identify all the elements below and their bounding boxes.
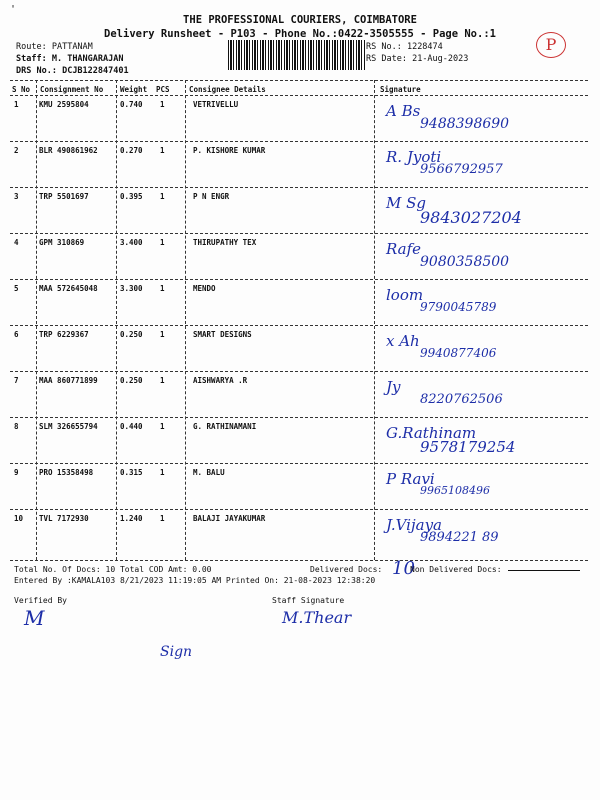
- delivered-docs: Delivered Docs:: [310, 565, 383, 574]
- row-sno: 2: [14, 146, 19, 155]
- col-divider: [36, 80, 37, 560]
- rs-date-value: 21-Aug-2023: [412, 54, 469, 64]
- row-consignment-no: GPM 310869: [39, 238, 85, 247]
- row-signature: P Ravi: [386, 470, 435, 488]
- company-title: THE PROFESSIONAL COURIERS, COIMBATORE: [183, 14, 417, 26]
- row-sno: 4: [14, 238, 19, 247]
- barcode: [228, 40, 366, 70]
- row-separator: [10, 233, 588, 234]
- row-pcs: 1: [160, 100, 165, 109]
- drs-line: DRS No.: DCJB122847401: [16, 66, 129, 76]
- row-weight: 0.440: [120, 422, 143, 431]
- row-consignee: G. RATHINAMANI: [193, 422, 257, 431]
- p-stamp: P: [536, 32, 566, 58]
- row-separator: [10, 187, 588, 188]
- row-signature-phone: 9578179254: [420, 438, 516, 456]
- row-signature-phone: 9790045789: [420, 300, 497, 314]
- row-sno: 5: [14, 284, 19, 293]
- row-separator: [10, 509, 588, 510]
- row-separator: [10, 371, 588, 372]
- row-signature: R. Jyoti: [386, 148, 442, 166]
- col-sno: S No: [12, 85, 31, 94]
- rs-no-value: 1228474: [406, 42, 443, 52]
- row-weight: 0.315: [120, 468, 143, 477]
- row-pcs: 1: [160, 514, 165, 523]
- row-pcs: 1: [160, 192, 165, 201]
- row-consignment-no: PRO 15358498: [39, 468, 94, 477]
- row-pcs: 1: [160, 376, 165, 385]
- entered-by: Entered By :KAMALA103 8/21/2023 11:19:05 AM Printed On: 21-08-2023 12:38:20: [14, 576, 376, 585]
- row-pcs: 1: [160, 330, 165, 339]
- row-consignment-no: TVL 7172930: [39, 514, 89, 523]
- row-signature: J.Vijaya: [386, 516, 442, 534]
- row-signature: Jy: [386, 378, 401, 396]
- row-consignment-no: MAA 860771899: [39, 376, 98, 385]
- staff-signature: M.Thear: [282, 608, 352, 627]
- col-consignment: Consignment No: [40, 85, 104, 94]
- verified-signature: M: [24, 606, 45, 630]
- row-consignee: M. BALU: [193, 468, 225, 477]
- corner-mark: ': [10, 4, 17, 15]
- row-weight: 0.395: [120, 192, 143, 201]
- row-separator: [10, 141, 588, 142]
- row-signature: x Ah: [386, 332, 420, 350]
- row-sno: 8: [14, 422, 19, 431]
- row-consignment-no: TRP 6229367: [39, 330, 89, 339]
- row-signature: A Bs: [386, 102, 421, 120]
- row-signature: M Sg: [386, 194, 427, 212]
- row-sno: 1: [14, 100, 19, 109]
- col-signature: Signature: [380, 85, 421, 94]
- total-docs: Total No. Of Docs: 10 Total COD Amt: 0.00: [14, 565, 212, 574]
- col-divider: [374, 80, 375, 560]
- row-weight: 1.240: [120, 514, 143, 523]
- row-weight: 0.250: [120, 376, 143, 385]
- row-consignee: AISHWARYA .R: [193, 376, 248, 385]
- row-consignee: P N ENGR: [193, 192, 230, 201]
- row-sno: 9: [14, 468, 19, 477]
- table-top-rule: [10, 80, 588, 81]
- row-signature-phone: 9080358500: [420, 254, 510, 270]
- row-signature: G.Rathinam: [386, 424, 477, 442]
- row-signature-phone: 9940877406: [420, 346, 497, 360]
- verified-by-label: Verified By: [14, 596, 67, 605]
- row-pcs: 1: [160, 284, 165, 293]
- col-consignee: Consignee Details: [189, 85, 266, 94]
- row-signature: Rafe: [386, 240, 422, 258]
- row-consignment-no: KMU 2595804: [39, 100, 89, 109]
- row-consignee: VETRIVELLU: [193, 100, 239, 109]
- row-consignee: SMART DESIGNS: [193, 330, 252, 339]
- col-pcs: PCS: [156, 85, 170, 94]
- row-signature-phone: 9566792957: [420, 162, 503, 177]
- row-sno: 10: [14, 514, 24, 523]
- route-line: Route: PATTANAM: [16, 42, 93, 52]
- row-weight: 0.740: [120, 100, 143, 109]
- row-separator: [10, 325, 588, 326]
- table-bottom-rule: [10, 560, 588, 561]
- row-consignment-no: MAA 572645048: [39, 284, 98, 293]
- row-separator: [10, 279, 588, 280]
- row-signature-phone: 9894221 89: [420, 530, 499, 545]
- row-sno: 6: [14, 330, 19, 339]
- row-consignment-no: SLM 326655794: [39, 422, 98, 431]
- non-delivered-docs: Non Delivered Docs:: [410, 565, 502, 574]
- row-signature-phone: 8220762506: [420, 392, 503, 407]
- non-delivered-blank: [508, 570, 580, 571]
- row-consignee: THIRUPATHY TEX: [193, 238, 257, 247]
- col-weight: Weight: [120, 85, 148, 94]
- route-value: PATTANAM: [51, 42, 93, 52]
- row-signature-phone: 9488398690: [420, 116, 510, 132]
- delivered-count-handwritten: 10: [392, 558, 415, 579]
- row-pcs: 1: [160, 422, 165, 431]
- row-weight: 3.300: [120, 284, 143, 293]
- runsheet-subtitle: Delivery Runsheet - P103 - Phone No.:0422-3505555 - Page No.:1: [104, 28, 496, 40]
- staff-value: M. THANGARAJAN: [51, 54, 124, 64]
- row-consignee: MENDO: [193, 284, 216, 293]
- row-separator: [10, 463, 588, 464]
- row-consignment-no: TRP 5501697: [39, 192, 89, 201]
- table-header-rule: [10, 95, 588, 96]
- row-pcs: 1: [160, 238, 165, 247]
- bottom-signature: Sign: [160, 644, 193, 660]
- drs-value: DCJB122847401: [62, 66, 129, 76]
- rs-date-line: RS Date: 21-Aug-2023: [366, 54, 469, 64]
- row-sno: 7: [14, 376, 19, 385]
- row-consignment-no: BLR 490861962: [39, 146, 98, 155]
- row-signature-phone: 9843027204: [420, 208, 522, 227]
- row-separator: [10, 417, 588, 418]
- row-sno: 3: [14, 192, 19, 201]
- row-pcs: 1: [160, 468, 165, 477]
- row-consignee: BALAJI JAYAKUMAR: [193, 514, 266, 523]
- row-pcs: 1: [160, 146, 165, 155]
- row-signature: loom: [386, 286, 424, 304]
- col-divider: [116, 80, 117, 560]
- row-consignee: P. KISHORE KUMAR: [193, 146, 266, 155]
- staff-signature-label: Staff Signature: [272, 596, 345, 605]
- row-weight: 3.400: [120, 238, 143, 247]
- col-divider: [185, 80, 186, 560]
- rs-no-line: RS No.: 1228474: [366, 42, 443, 52]
- row-signature-phone: 9965108496: [420, 484, 490, 497]
- staff-line: Staff: M. THANGARAJAN: [16, 54, 124, 64]
- row-weight: 0.250: [120, 330, 143, 339]
- row-weight: 0.270: [120, 146, 143, 155]
